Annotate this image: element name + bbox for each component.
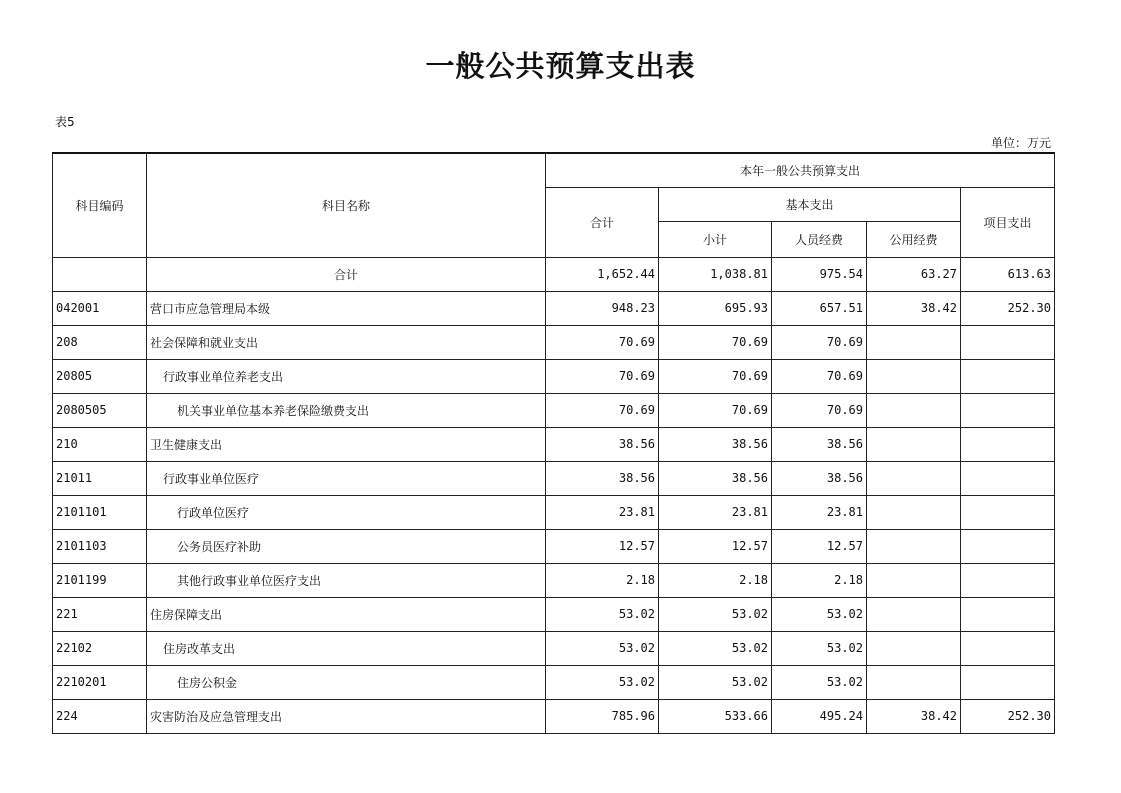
row-name: 行政单位医疗: [147, 495, 546, 529]
row-name: 卫生健康支出: [147, 427, 546, 461]
row-code: 21011: [53, 461, 147, 495]
row-project: [961, 665, 1055, 699]
row-total: 53.02: [546, 631, 659, 665]
table-row: [53, 563, 1055, 597]
row-personnel: 38.56: [772, 427, 867, 461]
table-row: [53, 359, 1055, 393]
row-public: [867, 495, 961, 529]
row-personnel: 70.69: [772, 359, 867, 393]
row-code: 042001: [53, 291, 147, 325]
table-row: [53, 427, 1055, 461]
row-subtotal: 23.81: [659, 495, 772, 529]
row-personnel: 495.24: [772, 699, 867, 733]
row-name: 行政事业单位医疗: [147, 461, 546, 495]
row-total: 53.02: [546, 597, 659, 631]
row-public: [867, 597, 961, 631]
row-name: 机关事业单位基本养老保险缴费支出: [147, 393, 546, 427]
row-code: 224: [53, 699, 147, 733]
total-row-personnel: 975.54: [772, 257, 867, 291]
row-subtotal: 2.18: [659, 563, 772, 597]
header-name: 科目名称: [147, 153, 546, 257]
table-row: [53, 291, 1055, 325]
row-name: 营口市应急管理局本级: [147, 291, 546, 325]
total-row-label: 合计: [147, 257, 546, 291]
row-total: 948.23: [546, 291, 659, 325]
row-public: [867, 393, 961, 427]
row-public: [867, 325, 961, 359]
table-number: 表5: [55, 115, 75, 129]
table-row: [53, 393, 1055, 427]
table-header: [53, 153, 1055, 257]
header-basic: 基本支出: [659, 187, 961, 221]
row-project: [961, 359, 1055, 393]
row-project: 252.30: [961, 699, 1055, 733]
table-row: [53, 529, 1055, 563]
row-public: 38.42: [867, 699, 961, 733]
row-subtotal: 12.57: [659, 529, 772, 563]
row-project: [961, 461, 1055, 495]
row-total: 70.69: [546, 359, 659, 393]
header-project: 项目支出: [961, 187, 1055, 257]
row-public: [867, 359, 961, 393]
budget-table: [52, 152, 1055, 734]
row-public: [867, 631, 961, 665]
row-subtotal: 70.69: [659, 393, 772, 427]
row-subtotal: 38.56: [659, 427, 772, 461]
page-title: 一般公共预算支出表: [425, 49, 696, 83]
row-total: 2.18: [546, 563, 659, 597]
table-row: [53, 665, 1055, 699]
row-code: 2101101: [53, 495, 147, 529]
row-code: 22102: [53, 631, 147, 665]
row-public: [867, 665, 961, 699]
row-name: 行政事业单位养老支出: [147, 359, 546, 393]
row-personnel: 70.69: [772, 393, 867, 427]
row-code: 208: [53, 325, 147, 359]
row-personnel: 53.02: [772, 631, 867, 665]
total-row-public: 63.27: [867, 257, 961, 291]
row-project: [961, 631, 1055, 665]
row-subtotal: 53.02: [659, 631, 772, 665]
row-subtotal: 533.66: [659, 699, 772, 733]
row-name: 其他行政事业单位医疗支出: [147, 563, 546, 597]
row-public: [867, 427, 961, 461]
row-personnel: 23.81: [772, 495, 867, 529]
row-subtotal: 70.69: [659, 359, 772, 393]
table-body: [53, 257, 1055, 733]
total-row-code: [53, 257, 147, 291]
row-total: 23.81: [546, 495, 659, 529]
table-row: [53, 631, 1055, 665]
row-name: 住房保障支出: [147, 597, 546, 631]
row-project: [961, 325, 1055, 359]
row-name: 住房改革支出: [147, 631, 546, 665]
unit-label: 单位：万元: [990, 136, 1051, 150]
row-total: 53.02: [546, 665, 659, 699]
row-personnel: 53.02: [772, 597, 867, 631]
row-public: [867, 461, 961, 495]
row-personnel: 2.18: [772, 563, 867, 597]
row-personnel: 38.56: [772, 461, 867, 495]
row-code: 2101103: [53, 529, 147, 563]
row-project: [961, 495, 1055, 529]
total-row: [53, 257, 1055, 291]
row-code: 2210201: [53, 665, 147, 699]
total-row-project: 613.63: [961, 257, 1055, 291]
row-public: 38.42: [867, 291, 961, 325]
row-total: 785.96: [546, 699, 659, 733]
header-public: 公用经费: [867, 221, 961, 257]
row-project: [961, 529, 1055, 563]
row-name: 公务员医疗补助: [147, 529, 546, 563]
row-total: 70.69: [546, 393, 659, 427]
row-personnel: 53.02: [772, 665, 867, 699]
total-row-subtotal: 1,038.81: [659, 257, 772, 291]
row-public: [867, 563, 961, 597]
row-personnel: 657.51: [772, 291, 867, 325]
table-row: [53, 461, 1055, 495]
row-public: [867, 529, 961, 563]
row-subtotal: 38.56: [659, 461, 772, 495]
total-row-total: 1,652.44: [546, 257, 659, 291]
row-total: 12.57: [546, 529, 659, 563]
row-personnel: 12.57: [772, 529, 867, 563]
header-group: 本年一般公共预算支出: [546, 153, 1055, 187]
header-total: 合计: [546, 187, 659, 257]
row-code: 210: [53, 427, 147, 461]
row-code: 2080505: [53, 393, 147, 427]
header-subtotal: 小计: [659, 221, 772, 257]
row-project: 252.30: [961, 291, 1055, 325]
row-project: [961, 427, 1055, 461]
row-subtotal: 70.69: [659, 325, 772, 359]
row-code: 221: [53, 597, 147, 631]
row-project: [961, 393, 1055, 427]
row-personnel: 70.69: [772, 325, 867, 359]
table-row: [53, 495, 1055, 529]
header-code: 科目编码: [53, 153, 147, 257]
row-subtotal: 53.02: [659, 597, 772, 631]
row-name: 灾害防治及应急管理支出: [147, 699, 546, 733]
table-row: [53, 597, 1055, 631]
row-name: 住房公积金: [147, 665, 546, 699]
table-row: [53, 325, 1055, 359]
row-total: 70.69: [546, 325, 659, 359]
row-subtotal: 53.02: [659, 665, 772, 699]
row-name: 社会保障和就业支出: [147, 325, 546, 359]
row-total: 38.56: [546, 461, 659, 495]
table-row: [53, 699, 1055, 733]
row-subtotal: 695.93: [659, 291, 772, 325]
row-code: 2101199: [53, 563, 147, 597]
row-project: [961, 563, 1055, 597]
row-total: 38.56: [546, 427, 659, 461]
header-personnel: 人员经费: [772, 221, 867, 257]
row-code: 20805: [53, 359, 147, 393]
row-project: [961, 597, 1055, 631]
